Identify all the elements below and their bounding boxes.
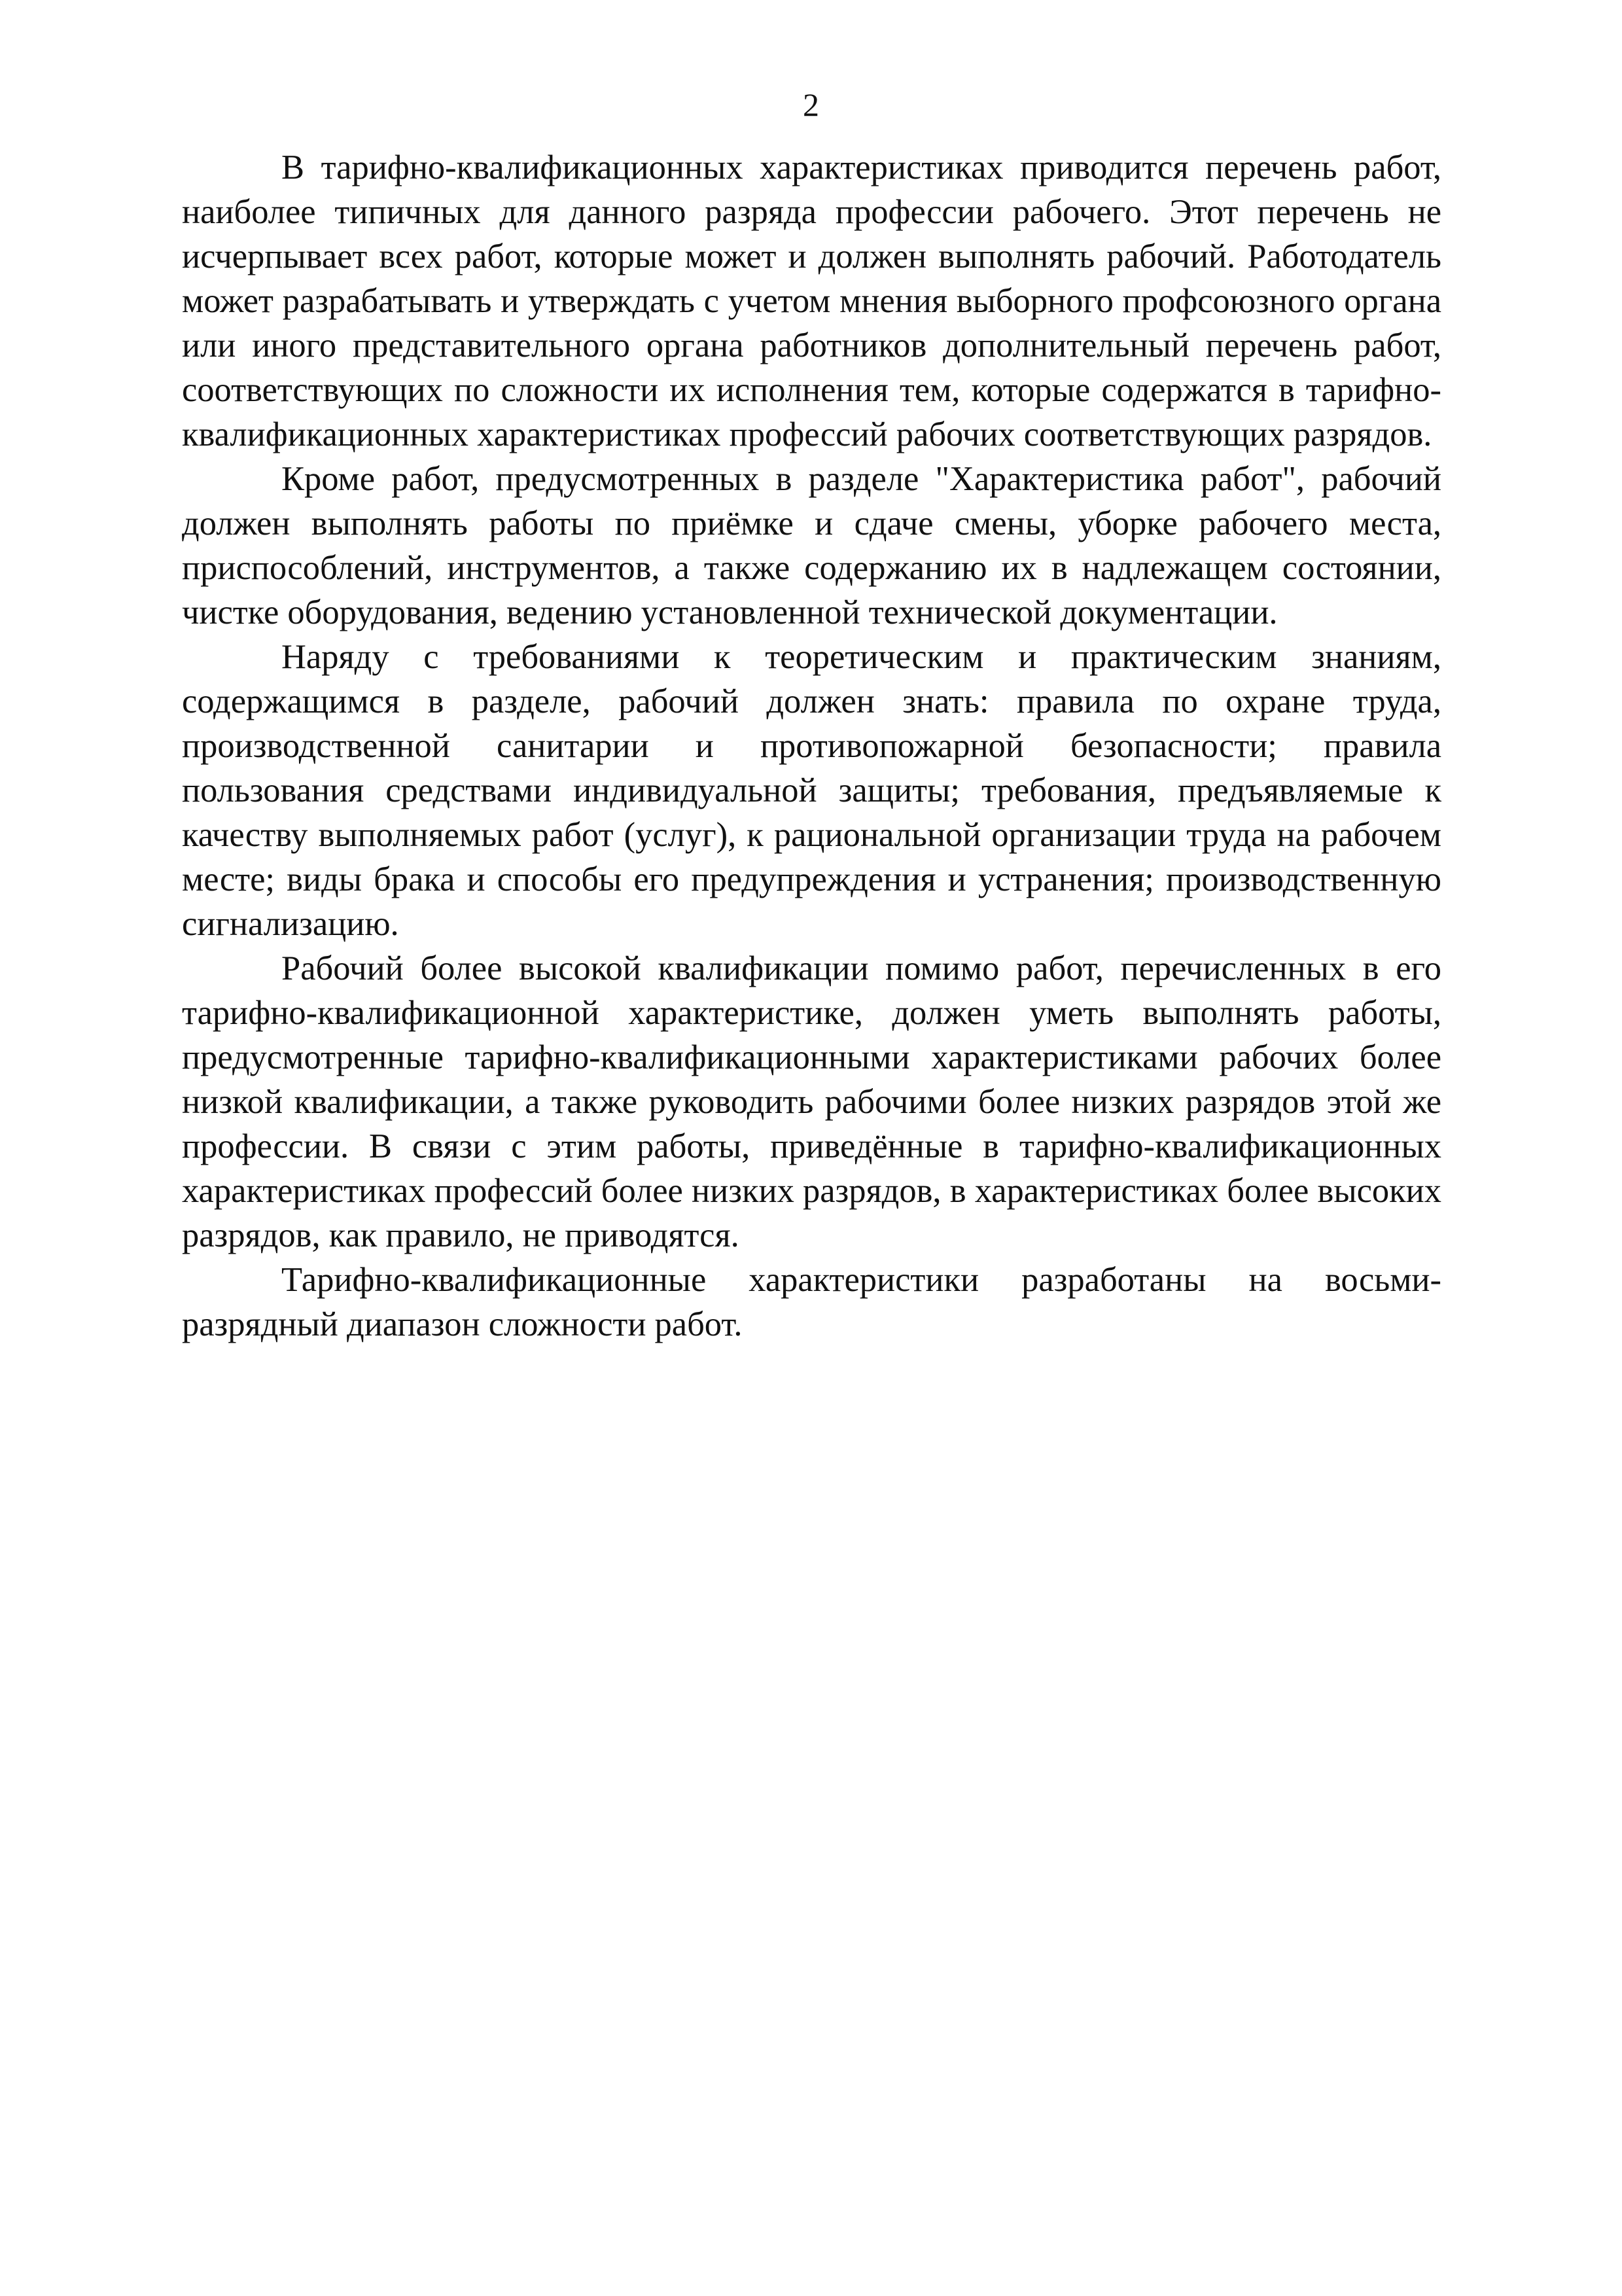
paragraph-2: Кроме работ, предусмотренных в разделе "Характеристика работ", рабочий должен выполнять работы по приёмке и сдаче смены, уборке рабочего места, приспособлений, инструментов, а также содержанию их в надлежащем состоянии, чистке оборудования, ведению установленной технической документации.: [182, 460, 1441, 631]
paragraph-1: В тарифно-квалификационных характеристиках приводится перечень работ, наиболее типичных для данного разряда профессии рабочего. Этот перечень не исчерпывает всех работ, которые может и должен выполнять рабочий. Работодатель может разрабатывать и утверждать с учетом мнения выборного профсоюзного органа или иного представительного органа работников дополнительный перечень работ, соответствующих по сложности их исполнения тем, которые содержатся в тарифно-квалификационных характеристиках профессий рабочих соответствующих разрядов.: [182, 149, 1441, 453]
paragraph-5: Тарифно-квалификационные характеристики разработаны на восьмиразрядный диапазон сложности работ.: [182, 1261, 1441, 1343]
document-body: [182, 145, 1441, 1347]
paragraph-4: Рабочий более высокой квалификации помимо работ, перечисленных в его тарифно-квалификационной характеристике, должен уметь выполнять работы, предусмотренные тарифно-квалификационными характеристиками рабочих более низкой квалификации, а также руководить рабочими более низких разрядов этой же профессии. В связи с этим работы, приведённые в тарифно-квалификационных характеристиках профессий более низких разрядов, в характеристиках более высоких разрядов, как правило, не приводятся.: [182, 949, 1441, 1254]
paragraph-3: Наряду с требованиями к теоретическим и практическим знаниям, содержащимся в разделе, рабочий должен знать: правила по охране труда, производственной санитарии и противопожарной безопасности; правила пользования средствами индивидуальной защиты; требования, предъявляемые к качеству выполняемых работ (услуг), к рациональной организации труда на рабочем месте; виды брака и способы его предупреждения и устранения; производственную сигнализацию.: [182, 638, 1441, 943]
page-number: 2: [803, 86, 819, 123]
